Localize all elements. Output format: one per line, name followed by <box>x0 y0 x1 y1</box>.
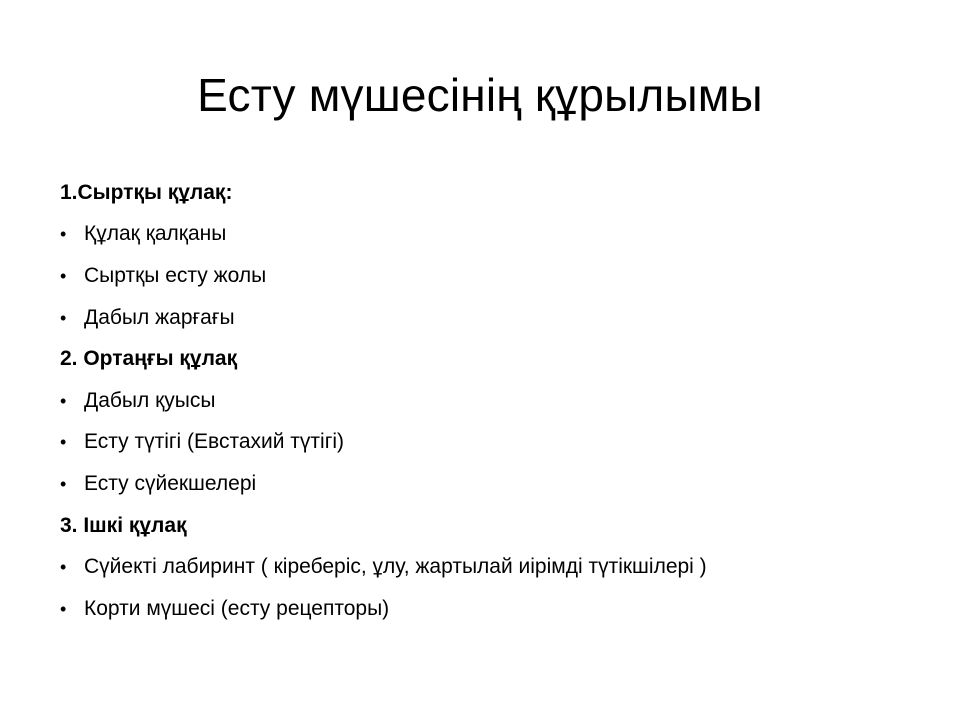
bullet-icon: • <box>60 390 67 411</box>
bullet-icon: • <box>60 432 67 453</box>
slide-title: Есту мүшесінің құрылымы <box>197 69 763 121</box>
heading-text: 3. Ішкі құлақ <box>60 513 187 537</box>
list-item <box>60 255 920 297</box>
heading-text: 2. Ортаңғы құлақ <box>60 347 238 371</box>
list-item-text: Есту сүйекшелері <box>84 471 257 495</box>
bullet-icon: • <box>60 557 67 578</box>
list-item <box>60 588 920 630</box>
list-item-text: Дабыл қуысы <box>84 388 216 412</box>
list-item <box>60 297 920 339</box>
list-item-text: Құлақ қалқаны <box>84 222 227 246</box>
section-heading-outer-ear <box>60 172 920 214</box>
list-item <box>60 380 920 422</box>
list-item <box>60 463 920 505</box>
bullet-icon: • <box>60 224 67 245</box>
bullet-icon: • <box>60 265 67 286</box>
bullet-icon: • <box>60 598 67 619</box>
list-item-text: Сыртқы есту жолы <box>84 263 267 287</box>
section-heading-middle-ear <box>60 338 920 380</box>
section-heading-inner-ear <box>60 505 920 547</box>
slide-body <box>60 172 920 630</box>
list-item-text: Дабыл жарғағы <box>84 305 235 329</box>
bullet-icon: • <box>60 473 67 494</box>
list-item-text: Сүйекті лабиринт ( кіреберіс, ұлу, жартылай иірімді түтікшілері ) <box>84 555 707 579</box>
heading-text: 1.Сыртқы құлақ: <box>60 180 233 204</box>
bullet-icon: • <box>60 307 67 328</box>
list-item <box>60 422 920 464</box>
list-item <box>60 214 920 256</box>
list-item-text: Корти мүшесі (есту рецепторы) <box>84 596 390 620</box>
list-item-text: Есту түтігі (Евстахий түтігі) <box>84 430 345 454</box>
list-item <box>60 546 920 588</box>
